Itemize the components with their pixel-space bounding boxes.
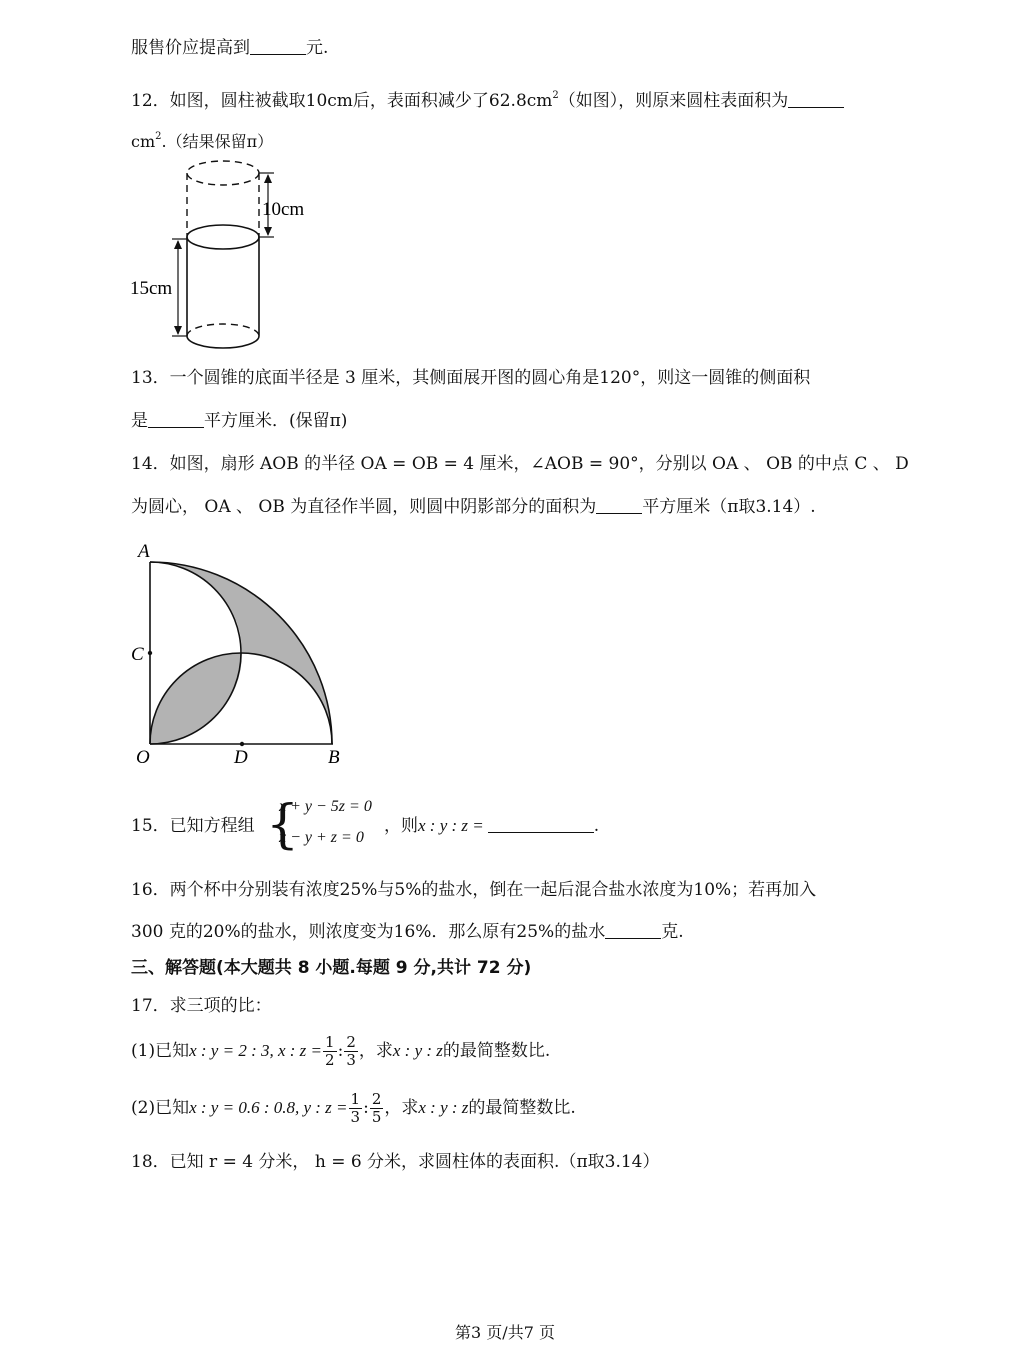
cylinder-bottom-back-arc <box>187 324 259 336</box>
q14-end: 平方厘米（π取3.14）. <box>642 497 816 517</box>
q13-line2 <box>131 409 347 433</box>
fraction-1-3 <box>349 1091 363 1126</box>
q17-p2-start: (2)已知 <box>131 1098 190 1118</box>
q15-end: . <box>593 816 600 836</box>
q17-p2-expr: x : y = 0.6 : 0.8, y : z = <box>189 1098 348 1117</box>
q15-blank <box>488 815 594 833</box>
label-C: C <box>131 644 144 665</box>
q12-unit-sup: 2 <box>155 131 162 142</box>
equation-1: x + y − 5z = 0 <box>279 798 372 815</box>
label-15cm: 15cm <box>130 278 173 299</box>
q15-mid: ，则 <box>384 816 418 836</box>
q14-line2 <box>131 495 816 519</box>
q17-p1-start: (1)已知 <box>131 1041 190 1061</box>
q17-p2-mid: ，求 <box>384 1098 419 1118</box>
q12-line1 <box>131 84 844 113</box>
fraction-2-5 <box>370 1091 384 1126</box>
point-C <box>148 651 152 655</box>
q12-note: .（结果保留π） <box>161 132 274 151</box>
label-O: O <box>136 747 150 768</box>
cylinder-top-dashed-ellipse <box>187 161 259 185</box>
q12-text-after: （如图），则原来圆柱表面积为 <box>558 91 789 111</box>
q18-text: 18．已知 r = 4 分米， h = 6 分米，求圆柱体的表面积.（π取3.14） <box>131 1152 660 1172</box>
brace-icon: { <box>266 795 300 855</box>
q12-unit: cm <box>131 132 156 151</box>
q17-p1-ratio: x : y : z <box>392 1041 443 1060</box>
q17-p1-mid: ，求 <box>358 1041 393 1061</box>
q17-part1: (1)已知x : y = 2 : 3, x : z = $\frac{1}{2}$ : $\frac{2}{3}$ ，求x : y : z的最简整数比. <box>131 1033 551 1069</box>
q16-start: 300 克的20%的盐水，则浓度变为16%．那么原有25%的盐水 <box>131 922 606 942</box>
label-10cm: 10cm <box>262 199 305 220</box>
equation-2: x − y + z = 0 <box>279 829 364 846</box>
q17-p2-ratio: x : y : z <box>418 1098 469 1117</box>
frac-num: 1 <box>350 1090 361 1108</box>
q14-line1: 14．如图，扇形 AOB 的半径 OA = OB = 4 厘米，∠AOB = 90°，分别以 OA 、 OB 的中点 C 、 D <box>131 454 909 474</box>
q13-end: 平方厘米．(保留π) <box>204 411 348 431</box>
label-B: B <box>328 747 340 768</box>
q12-blank <box>788 90 844 108</box>
q17-part2: (2)已知x : y = 0.6 : 0.8, y : z = $\frac{1}{3}$ : $\frac{2}{5}$ ，求x : y : z的最简整数比. <box>131 1090 576 1126</box>
label-A: A <box>138 541 150 562</box>
q11-unit: 元. <box>306 38 329 58</box>
q16-line1: 16．两个杯中分别装有浓度25%与5%的盐水，倒在一起后混合盐水浓度为10%；若再加入 <box>131 880 817 900</box>
q14-blank <box>596 496 642 514</box>
q13-line1: 13．一个圆锥的底面半径是 3 厘米，其侧面展开图的圆心角是120°，则这一圆锥的侧面积 <box>131 368 811 388</box>
dim15-arrow-down <box>174 326 182 335</box>
q11-blank <box>250 37 306 55</box>
q16-end: 克. <box>661 922 684 942</box>
sector-figure <box>120 535 360 775</box>
section-heading: 三、解答题(本大题共 8 小题.每题 9 分,共计 72 分) <box>131 958 532 978</box>
q16-line2 <box>131 920 684 944</box>
frac-den: 5 <box>371 1108 382 1126</box>
frac-den: 3 <box>346 1051 356 1069</box>
q12-text: 12．如图，圆柱被截取10cm后，表面积减少了62.8cm <box>131 91 553 111</box>
fraction-2-3 <box>344 1034 358 1069</box>
q17-title: 17．求三项的比： <box>131 996 272 1016</box>
q17-p2-end: 的最简整数比. <box>468 1098 576 1118</box>
q11-text: 服售价应提高到 <box>131 38 250 58</box>
cylinder-figure <box>120 150 340 360</box>
q15-prefix: 15．已知方程组 <box>131 816 255 836</box>
q16-blank <box>605 921 661 939</box>
frac-num: 2 <box>371 1090 382 1108</box>
frac-num: 1 <box>325 1033 335 1051</box>
dim10-arrow-down <box>264 227 272 236</box>
fraction-1-2 <box>323 1034 337 1069</box>
q12-sup: 2 <box>552 90 559 101</box>
dim15-arrow-up <box>174 240 182 249</box>
frac-den: 2 <box>325 1051 335 1069</box>
frac-num: 2 <box>346 1033 356 1051</box>
q15-ratio: x : y : z = <box>418 816 484 835</box>
q17-p1-expr: x : y = 2 : 3, x : z = <box>189 1041 323 1060</box>
point-D <box>240 742 244 746</box>
cylinder-top-ellipse <box>187 225 259 249</box>
page-number: 第3 页/共7 页 <box>455 1323 555 1342</box>
cylinder-bottom-front-arc <box>187 336 259 348</box>
label-D: D <box>234 747 248 768</box>
frac-den: 3 <box>350 1108 361 1126</box>
equation-system <box>266 796 396 854</box>
q11-tail <box>131 36 328 60</box>
q17-p1-end: 的最简整数比. <box>442 1041 551 1061</box>
q13-start: 是 <box>131 411 148 431</box>
q15-tail <box>384 814 599 838</box>
dim10-arrow-up <box>264 174 272 183</box>
q14-start: 为圆心， OA 、 OB 为直径作半圆，则圆中阴影部分的面积为 <box>131 497 597 517</box>
q13-blank <box>148 410 204 428</box>
